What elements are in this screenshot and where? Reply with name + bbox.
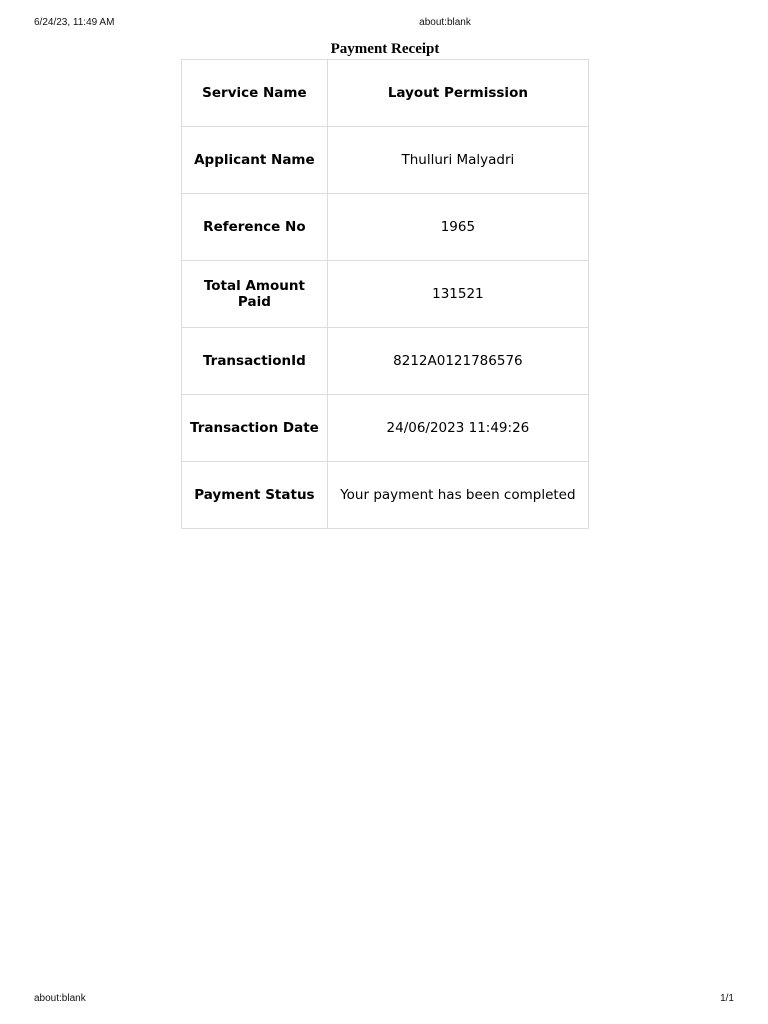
transaction-date-value: 24/06/2023 11:49:26 [327, 395, 588, 462]
row-transaction-id [182, 328, 589, 395]
print-page-number: 1/1 [720, 993, 734, 1004]
print-datetime: 6/24/23, 11:49 AM [34, 17, 115, 28]
transaction-date-label: Transaction Date [182, 395, 328, 462]
payment-status-label: Payment Status [182, 462, 328, 529]
applicant-name-label: Applicant Name [182, 127, 328, 194]
receipt-title: Payment Receipt [330, 41, 440, 57]
row-reference-no [182, 194, 589, 261]
print-footer [0, 993, 768, 1009]
service-name-value: Layout Permission [327, 60, 588, 127]
row-applicant-name [182, 127, 589, 194]
total-amount-paid-label: Total Amount Paid [182, 261, 328, 328]
row-payment-status [182, 462, 589, 529]
transaction-id-label: TransactionId [182, 328, 328, 395]
reference-no-value: 1965 [327, 194, 588, 261]
total-amount-paid-value: 131521 [327, 261, 588, 328]
row-total-amount-paid [182, 261, 589, 328]
print-url: about:blank [34, 993, 86, 1004]
service-name-label: Service Name [182, 60, 328, 127]
receipt-table [181, 59, 589, 529]
row-service-name [182, 60, 589, 127]
reference-no-label: Reference No [182, 194, 328, 261]
print-header [0, 17, 768, 33]
payment-status-value: Your payment has been completed [327, 462, 588, 529]
transaction-id-value: 8212A0121786576 [327, 328, 588, 395]
applicant-name-value: Thulluri Malyadri [327, 127, 588, 194]
row-transaction-date [182, 395, 589, 462]
print-page-title: about:blank [419, 17, 471, 28]
